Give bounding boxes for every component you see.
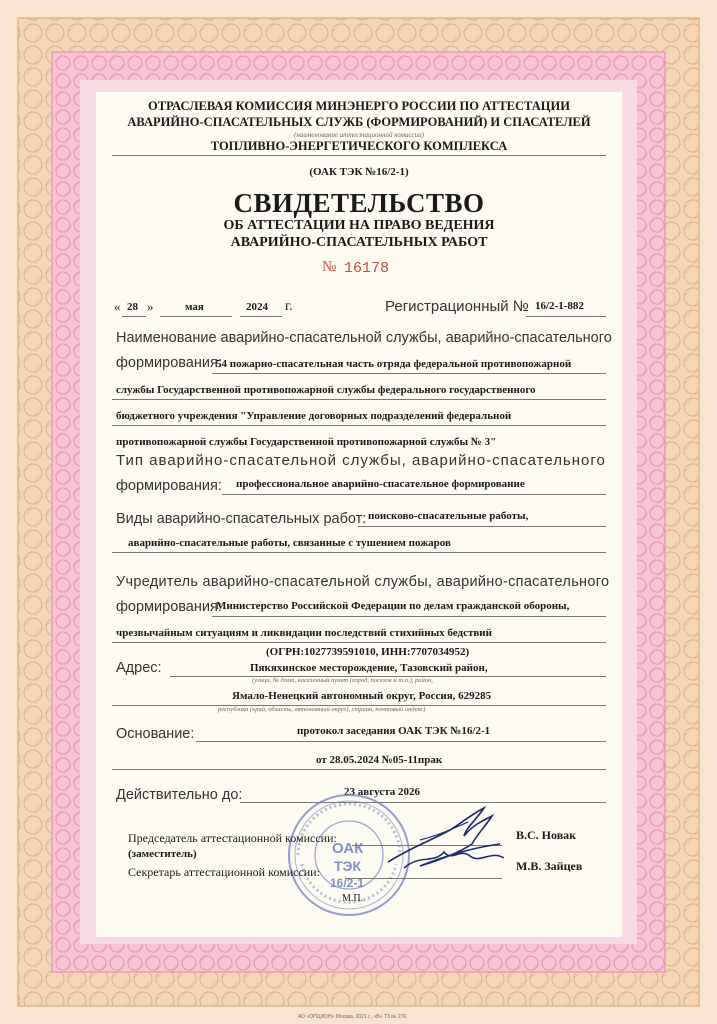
service-name-underline3	[112, 425, 606, 426]
work-types-value-line1: поисково-спасательные работы,	[368, 510, 529, 522]
reg-number-value: 16/2-1-882	[535, 300, 584, 312]
basis-label: Основание:	[116, 726, 195, 742]
service-name-value-line3: бюджетного учреждения "Управление договорных подразделений федеральной	[116, 410, 512, 422]
service-type-label-line1: Тип аварийно-спасательной службы, аварийно-спасательного	[116, 452, 606, 469]
founder-value-line2: чрезвычайным ситуациям и ликвидации последствий стихийных бедствий	[116, 627, 492, 639]
founder-underline2	[112, 642, 606, 643]
date-quote-close: »	[147, 299, 154, 314]
day-underline	[122, 316, 146, 317]
certificate-title: СВИДЕТЕЛЬСТВО	[233, 188, 485, 218]
founder-underline1	[212, 616, 606, 617]
printer-footer: АО «ОПЦИОН» Москва, 2021 г., «В» ТЗ № 276	[298, 1014, 407, 1020]
address-value-line2: Ямало-Ненецкий автономный округ, Россия, 629285	[232, 690, 492, 702]
certificate-number: 16178	[344, 260, 390, 277]
founder-label-line1: Учредитель аварийно-спасательной службы, аварийно-спасательного	[116, 574, 610, 590]
founder-value-line3: (ОГРН:1027739591010, ИНН:7707034952)	[266, 646, 470, 658]
service-type-label-line2: формирования:	[116, 478, 222, 494]
valid-until-label: Действительно до:	[116, 787, 243, 803]
reg-underline	[526, 316, 606, 317]
date-quote-open: «	[114, 299, 121, 314]
chair-sub-label: (заместитель)	[128, 848, 197, 860]
service-name-underline1	[212, 373, 606, 374]
basis-underline1	[196, 741, 606, 742]
service-type-underline	[222, 494, 606, 495]
year-underline	[240, 316, 282, 317]
service-type-value: профессиональное аварийно-спасательное формирование	[236, 478, 525, 490]
service-name-label-line2: формирования:	[116, 355, 222, 371]
chair-name: В.С. Новак	[516, 828, 577, 842]
address-hint-line2: республика (край, область, автономный округ), страна, почтовый индекс)	[218, 706, 426, 713]
service-name-label-line1: Наименование аварийно-спасательной службы, аварийно-спасательного	[116, 330, 612, 346]
stamp-text-line3: 16/2-1	[330, 876, 365, 890]
commission-name-line2: АВАРИЙНО-СПАСАТЕЛЬНЫХ СЛУЖБ (ФОРМИРОВАНИЙ) И СПАСАТЕЛЕЙ	[127, 115, 591, 129]
chair-label: Председатель аттестационной комиссии:	[128, 831, 337, 845]
date-year-suffix: г.	[285, 299, 293, 314]
date-year: 2024	[246, 301, 268, 313]
stamp-text-line1: ОАК	[332, 840, 364, 857]
service-name-value-line4: противопожарной службы Государственной противопожарной службы № 3"	[116, 436, 497, 448]
signature-secretary-graphic	[400, 838, 510, 878]
commission-code: (ОАК ТЭК №16/2-1)	[309, 166, 409, 178]
certificate-subtitle-line2: АВАРИЙНО-СПАСАТЕЛЬНЫХ РАБОТ	[230, 235, 488, 250]
month-underline	[160, 316, 232, 317]
address-value-line1: Пякяхинское месторождение, Тазовский район,	[250, 662, 488, 674]
work-types-underline1	[358, 526, 606, 527]
work-types-underline2	[112, 552, 606, 553]
service-name-value-line2: службы Государственной противопожарной службы федерального государственного	[116, 384, 536, 396]
service-name-value-line1: 54 пожарно-спасательная часть отряда федеральной противопожарной	[216, 358, 572, 370]
basis-value-line1: протокол заседания ОАК ТЭК №16/2-1	[297, 725, 491, 737]
secretary-label: Секретарь аттестационной комиссии:	[128, 865, 320, 879]
commission-name-line3: ТОПЛИВНО-ЭНЕРГЕТИЧЕСКОГО КОМПЛЕКСА	[210, 139, 508, 153]
stamp-mp: М.П.	[342, 893, 364, 904]
founder-value-line1: Министерство Российской Федерации по делам гражданской обороны,	[216, 600, 570, 612]
work-types-label: Виды аварийно-спасательных работ:	[116, 511, 367, 527]
work-types-value-line2: аварийно-спасательные работы, связанные с тушением пожаров	[128, 537, 451, 549]
service-name-underline2	[112, 399, 606, 400]
stamp-text-line2: ТЭК	[334, 858, 362, 874]
address-label: Адрес:	[116, 660, 162, 676]
valid-until-value: 23 августа 2026	[344, 786, 421, 798]
basis-value-line2: от 28.05.2024 №05-11прак	[316, 754, 443, 766]
date-month: мая	[185, 301, 204, 313]
basis-underline2	[112, 769, 606, 770]
commission-name-hint: (наименование аттестационной комиссии)	[294, 131, 424, 139]
secretary-name: М.В. Зайцев	[516, 859, 583, 873]
number-prefix: №	[322, 259, 337, 275]
address-hint-line1: (улица, № дома, населенный пункт (город, поселок и т.п.), район,	[252, 677, 433, 684]
date-day: 28	[127, 301, 138, 313]
commission-name-line1: ОТРАСЛЕВАЯ КОМИССИЯ МИНЭНЕРГО РОССИИ ПО АТТЕСТАЦИИ	[148, 99, 570, 113]
header-underline	[112, 155, 606, 156]
reg-number-label: Регистрационный №	[385, 298, 529, 315]
certificate-subtitle-line1: ОБ АТТЕСТАЦИИ НА ПРАВО ВЕДЕНИЯ	[223, 218, 495, 233]
founder-label-line2: формирования:	[116, 599, 222, 615]
